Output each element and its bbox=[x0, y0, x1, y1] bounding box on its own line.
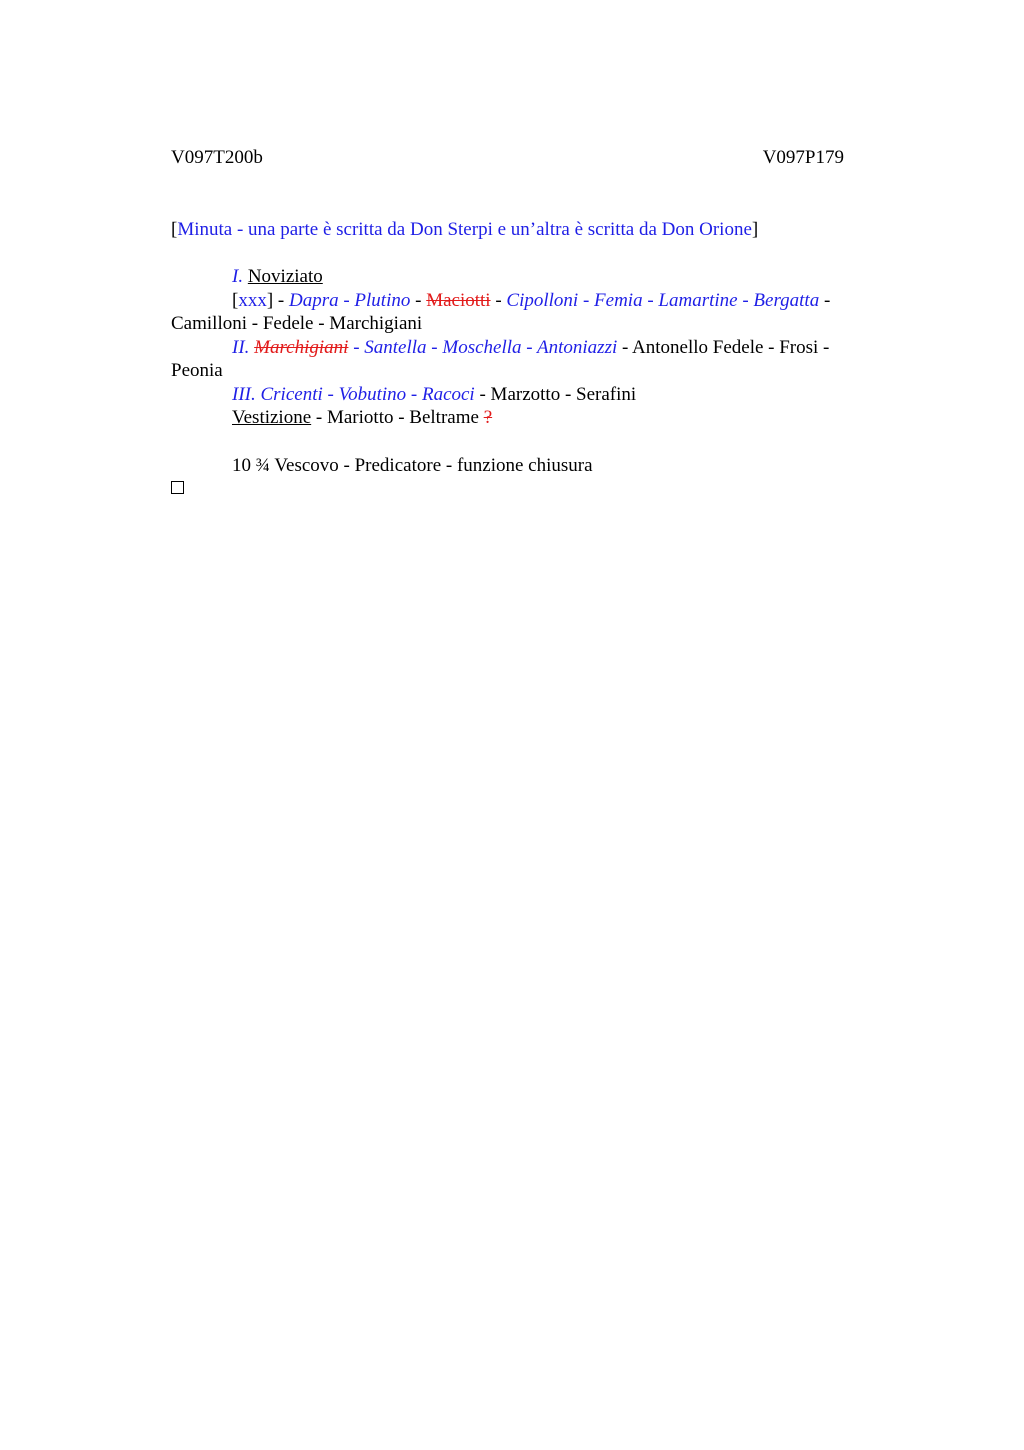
section-1-title: Noviziato bbox=[247, 266, 323, 287]
note-close-bracket: ] bbox=[751, 218, 759, 240]
square-icon bbox=[171, 481, 184, 494]
separator: - bbox=[273, 289, 289, 311]
closing-line: 10 ¾ Vescovo - Predicatore - funzione chiusura bbox=[232, 454, 593, 476]
vestizione-label: Vestizione bbox=[232, 407, 312, 428]
name-list bbox=[171, 265, 885, 501]
vestizione-names: - Mariotto - Beltrame bbox=[311, 407, 484, 428]
bracket-close: ] bbox=[266, 289, 274, 311]
struck-question-mark: ? bbox=[483, 407, 493, 428]
section-1-names bbox=[171, 289, 885, 336]
note-text: Minuta - una parte è scritta da Don Sterpi e un’altra è scritta da Don Orione bbox=[177, 218, 752, 240]
section-1-numeral: I. bbox=[232, 266, 244, 287]
section-2-names bbox=[171, 336, 885, 383]
vestizione-line bbox=[171, 406, 885, 430]
names-group-a: Dapra - Plutino bbox=[288, 289, 411, 311]
names-group: - Santella - Moschella - Antoniazzi bbox=[348, 336, 618, 358]
struck-name: Maciotti bbox=[426, 289, 491, 311]
names-group-b: Cipolloni - Femia - Lamartine - Bergatta bbox=[506, 289, 820, 311]
illegible-word: xxx bbox=[238, 289, 267, 311]
document-code-left: V097T200b bbox=[171, 147, 263, 168]
struck-name: Marchigiani bbox=[254, 336, 349, 358]
editorial-note bbox=[171, 218, 885, 242]
section-3-names bbox=[171, 383, 885, 407]
note-open-bracket: [ bbox=[171, 218, 178, 240]
end-box-icon bbox=[171, 477, 885, 501]
bracket-open: [ bbox=[232, 289, 239, 311]
separator: - bbox=[410, 289, 427, 311]
section-2-numeral: II. bbox=[232, 336, 250, 358]
document-header bbox=[171, 146, 844, 170]
section-1-heading bbox=[171, 265, 885, 289]
names-rest: - Camilloni - Fedele - Marchigiani bbox=[171, 289, 831, 334]
document-code-right: V097P179 bbox=[762, 147, 844, 168]
separator: - bbox=[490, 289, 507, 311]
names-rest: - Antonello Fedele - Frosi - Peonia bbox=[171, 336, 830, 381]
names-rest: - Marzotto - Serafini bbox=[474, 383, 637, 405]
names-group: III. Cricenti - Vobutino - Racoci bbox=[232, 383, 475, 405]
document-page bbox=[171, 146, 885, 501]
